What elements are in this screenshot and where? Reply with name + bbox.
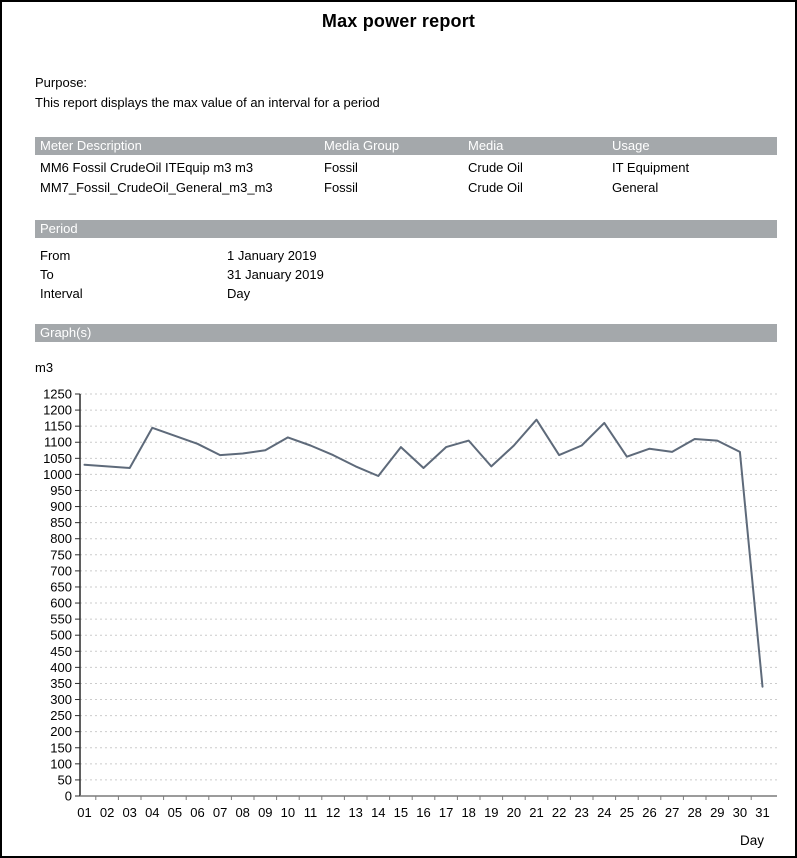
x-tick-label: 07: [212, 805, 228, 820]
period-field-to: [40, 265, 324, 284]
x-tick-label: 16: [416, 805, 431, 820]
y-tick-label: 550: [50, 611, 72, 627]
from-label: From: [40, 248, 71, 263]
interval-value: Day: [227, 286, 251, 301]
meter-table-header: [35, 137, 777, 155]
x-tick-label: 01: [77, 805, 92, 820]
x-axis-title: Day: [739, 833, 764, 848]
x-tick-label: 31: [755, 805, 770, 820]
y-tick-label: 50: [57, 772, 72, 788]
x-tick-label: 10: [280, 805, 296, 820]
x-tick-label: 08: [235, 805, 250, 820]
data-series-line: [85, 420, 763, 687]
x-tick-label: 30: [732, 805, 748, 820]
cell-media: Crude Oil: [468, 179, 523, 195]
x-tick-label: 06: [190, 805, 205, 820]
period-section-title: Period: [40, 221, 78, 236]
cell-media-group: Fossil: [324, 179, 358, 195]
period-fields: [40, 246, 324, 303]
y-tick-label: 500: [50, 627, 72, 643]
cell-media-group: Fossil: [324, 160, 358, 175]
to-label: To: [40, 267, 54, 282]
graphs-section-title: Graph(s): [40, 325, 92, 340]
x-tick-label: 23: [574, 805, 589, 820]
x-tick-label: 03: [122, 805, 137, 820]
purpose-section: [35, 73, 380, 113]
y-tick-label: 350: [50, 675, 72, 691]
y-tick-label: 200: [50, 724, 72, 740]
cell-meter-description: MM7_Fossil_CrudeOil_General_m3_m3: [40, 179, 273, 195]
y-tick-label: 950: [50, 482, 72, 498]
cell-usage: IT Equipment: [612, 160, 690, 175]
y-tick-label: 700: [50, 563, 72, 579]
period-field-interval: [40, 284, 324, 303]
x-tick-label: 29: [710, 805, 725, 820]
y-tick-label: 850: [50, 515, 72, 531]
x-tick-label: 18: [461, 805, 476, 820]
y-tick-label: 450: [50, 643, 72, 659]
column-header-usage: Usage: [612, 138, 650, 153]
table-row: [35, 178, 777, 198]
table-row: [35, 158, 777, 178]
x-tick-label: 15: [393, 805, 409, 820]
y-tick-label: 1050: [43, 450, 72, 466]
x-tick-label: 26: [642, 805, 657, 820]
y-tick-label: 750: [50, 547, 72, 563]
x-tick-label: 28: [687, 805, 702, 820]
x-tick-label: 12: [325, 805, 341, 820]
y-tick-label: 800: [50, 531, 72, 547]
y-tick-label: 100: [50, 756, 72, 772]
purpose-text: This report displays the max value of an interval for a period: [35, 95, 380, 110]
to-value: 31 January 2019: [227, 267, 324, 282]
cell-usage: General: [612, 179, 659, 195]
y-tick-label: 1000: [43, 466, 72, 482]
page-title: Max power report: [321, 11, 476, 31]
x-tick-label: 14: [371, 805, 386, 820]
max-power-line-chart: [32, 385, 787, 855]
y-tick-label: 600: [50, 595, 72, 611]
y-tick-label: 0: [64, 788, 72, 804]
x-tick-label: 11: [303, 805, 318, 820]
x-tick-label: 24: [597, 805, 612, 820]
y-tick-label: 250: [50, 708, 72, 724]
purpose-label: Purpose:: [35, 75, 88, 90]
x-tick-label: 17: [438, 805, 454, 820]
y-tick-label: 1100: [44, 434, 72, 450]
x-tick-label: 05: [167, 805, 183, 820]
y-tick-label: 1150: [44, 418, 72, 434]
x-tick-label: 02: [99, 805, 115, 820]
meter-table: [35, 137, 777, 197]
y-tick-label: 900: [50, 499, 72, 515]
y-tick-label: 300: [50, 692, 72, 708]
interval-label: Interval: [40, 286, 83, 301]
y-tick-label: 650: [50, 579, 72, 595]
x-tick-label: 20: [506, 805, 522, 820]
column-header-media-group: Media Group: [324, 138, 400, 153]
x-tick-label: 04: [145, 805, 160, 820]
column-header-media: Media: [468, 138, 504, 153]
y-tick-label: 150: [50, 740, 72, 756]
y-tick-label: 1200: [43, 402, 72, 418]
cell-meter-description: MM6 Fossil CrudeOil ITEquip m3 m3: [40, 160, 254, 175]
graphs-section-header: [35, 324, 777, 342]
x-tick-label: 25: [619, 805, 635, 820]
y-tick-label: 1250: [43, 386, 72, 402]
x-tick-label: 19: [484, 805, 499, 820]
column-header-meter-description: Meter Description: [40, 138, 142, 153]
period-section-header: [35, 220, 777, 238]
x-tick-label: 27: [664, 805, 680, 820]
period-field-from: [40, 246, 324, 265]
x-tick-label: 09: [258, 805, 273, 820]
from-value: 1 January 2019: [227, 248, 317, 263]
cell-media: Crude Oil: [468, 160, 523, 175]
y-axis-title: m3: [35, 360, 54, 375]
x-tick-label: 13: [348, 805, 363, 820]
y-tick-label: 400: [50, 659, 72, 675]
x-tick-label: 21: [529, 805, 544, 820]
x-tick-label: 22: [551, 805, 567, 820]
